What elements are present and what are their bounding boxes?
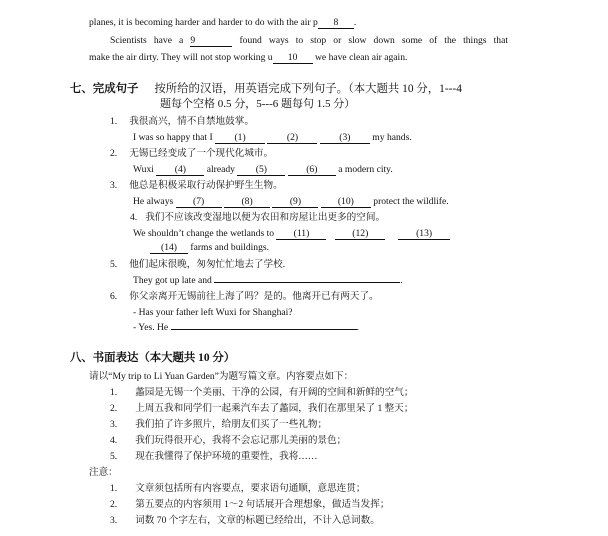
section-7-instruction: 按所给的汉语，用英语完成下列句子。（本大题共 10 分，1---4 (154, 83, 462, 95)
sentence-text: - Yes. He (133, 322, 169, 333)
sentence-text: We shouldn’t change the wetlands to (133, 228, 275, 239)
q4-english-cont (150, 242, 269, 254)
section-7-title: 完成句子 (92, 83, 139, 95)
passage-text: planes, it is becoming harder and harder to do with the air p (89, 17, 318, 28)
point-item (110, 435, 346, 447)
question-number: 6. (110, 291, 118, 302)
sentence-text: protect the wildlife. (373, 196, 449, 207)
blank-7[interactable]: (7) (176, 196, 222, 208)
blank-12[interactable]: (12) (335, 228, 385, 240)
blank-2[interactable]: (2) (267, 132, 317, 144)
blank-8-q3[interactable]: (8) (224, 196, 270, 208)
q1-english (133, 132, 412, 144)
section-8-prompt: 请以“My trip to Li Yuan Garden”为题写篇文章。内容要点如下： (89, 371, 354, 382)
question-number: 1. (110, 116, 118, 127)
sentence-text: a modern city. (338, 164, 393, 175)
q1-chinese (110, 116, 254, 128)
blank-10[interactable]: 10 (273, 52, 313, 64)
section-7-heading (70, 82, 462, 96)
q4-english (133, 228, 450, 240)
note-text: 文章须包括所有内容要点，要求语句通顺，意思连贯； (135, 483, 366, 494)
point-item (110, 451, 317, 463)
note-item (110, 499, 389, 511)
q5-answer-blank[interactable] (214, 282, 400, 283)
q2-chinese (110, 148, 273, 160)
passage-line-1 (89, 17, 356, 29)
blank-4[interactable]: (4) (156, 164, 204, 176)
blank-13[interactable]: (13) (398, 228, 450, 240)
note-text: 第五要点的内容须用 1～2 句话展开合理想象，做适当发挥； (135, 499, 390, 510)
section-7-instruction-line-2: 题每个空格 0.5 分，5---6 题每句 1.5 分） (160, 98, 356, 110)
blank-11[interactable]: (11) (276, 228, 326, 240)
note-text: 词数 70 个字左右，文章的标题已经给出，不计入总词数。 (135, 515, 380, 526)
q3-chinese (110, 180, 283, 192)
sentence-text: He always (133, 196, 174, 207)
note-item (110, 483, 365, 495)
sentence-text: I was so happy that I (133, 132, 213, 143)
question-number: 3. (110, 180, 118, 191)
passage-text: . (353, 17, 357, 28)
blank-8[interactable]: 8 (318, 17, 354, 29)
q6-dialog-line-2 (133, 322, 359, 334)
passage-line-2 (110, 35, 508, 47)
point-number: 4. (110, 435, 118, 446)
question-prompt: 你父亲离开无锡前往上海了吗？是的。他离开已有两天了。 (129, 291, 379, 302)
sentence-text: my hands. (372, 132, 412, 143)
note-label: 注意： (89, 467, 118, 478)
point-number: 1. (110, 387, 118, 398)
point-text: 现在我懂得了保护环境的重要性，我将…… (135, 451, 318, 462)
passage-line-3 (89, 52, 407, 64)
sentence-text: already (206, 164, 235, 175)
blank-3[interactable]: (3) (320, 132, 370, 144)
question-number: 4. (130, 212, 138, 223)
passage-text: make the air dirty. They will not stop working u (89, 52, 273, 63)
sentence-text: farms and buildings. (190, 242, 270, 253)
blank-9[interactable]: 9 (190, 35, 232, 47)
point-text: 我们拍了许多照片，给朋友们买了一些礼物； (135, 419, 328, 430)
q4-chinese (130, 212, 385, 224)
sentence-text: . (400, 275, 403, 286)
point-number: 5. (110, 451, 118, 462)
point-text: 我们玩得很开心，我将不会忘记那儿美丽的景色； (135, 435, 347, 446)
passage-text: we have clean air again. (315, 52, 408, 63)
note-item (110, 515, 380, 527)
question-number: 2. (110, 148, 118, 159)
q5-chinese (110, 259, 285, 271)
point-number: 3. (110, 419, 118, 430)
q6-answer-blank[interactable] (171, 329, 357, 330)
section-8-heading: 八、书面表达（本大题共 10 分） (70, 352, 236, 364)
q6-dialog-line-1: - Has your father left Wuxi for Shanghai? (133, 307, 293, 318)
blank-5[interactable]: (5) (237, 164, 285, 176)
sentence-text: Wuxi (133, 164, 154, 175)
point-text: 蠡园是无锡一个美丽、干净的公园，有开阔的空间和新鲜的空气； (135, 387, 414, 398)
passage-text: found ways to stop or slow down some of the things that (239, 35, 508, 46)
passage-text: Scientists have a (110, 35, 184, 46)
question-prompt: 我们不应该改变湿地以便为农田和房屋让出更多的空间。 (145, 212, 386, 223)
note-number: 3. (110, 515, 118, 526)
question-prompt: 无锡已经变成了一个现代化城市。 (129, 148, 274, 159)
point-number: 2. (110, 403, 118, 414)
blank-10-q3[interactable]: (10) (321, 196, 371, 208)
q6-chinese (110, 291, 379, 303)
blank-6[interactable]: (6) (288, 164, 336, 176)
note-number: 1. (110, 483, 118, 494)
point-item (110, 387, 413, 399)
question-prompt: 他们起床很晚，匆匆忙忙地去了学校. (129, 259, 286, 270)
blank-1[interactable]: (1) (215, 132, 265, 144)
section-7-number: 七、 (70, 83, 93, 95)
question-number: 5. (110, 259, 118, 270)
q2-english (133, 164, 393, 176)
point-item (110, 419, 327, 431)
q5-english (133, 275, 403, 287)
q3-english (133, 196, 449, 208)
sentence-text: . (356, 322, 359, 333)
note-number: 2. (110, 499, 118, 510)
point-item (110, 403, 413, 415)
sentence-text: They got up late and (133, 275, 212, 286)
point-text: 上周五我和同学们一起乘汽车去了蠡园，我们在那里呆了 1 整天； (135, 403, 414, 414)
question-prompt: 我很高兴，情不自禁地鼓掌。 (129, 116, 254, 127)
blank-14[interactable]: (14) (150, 242, 188, 254)
blank-9-q3[interactable]: (9) (272, 196, 318, 208)
question-prompt: 他总是积极采取行动保护野生生物。 (129, 180, 283, 191)
